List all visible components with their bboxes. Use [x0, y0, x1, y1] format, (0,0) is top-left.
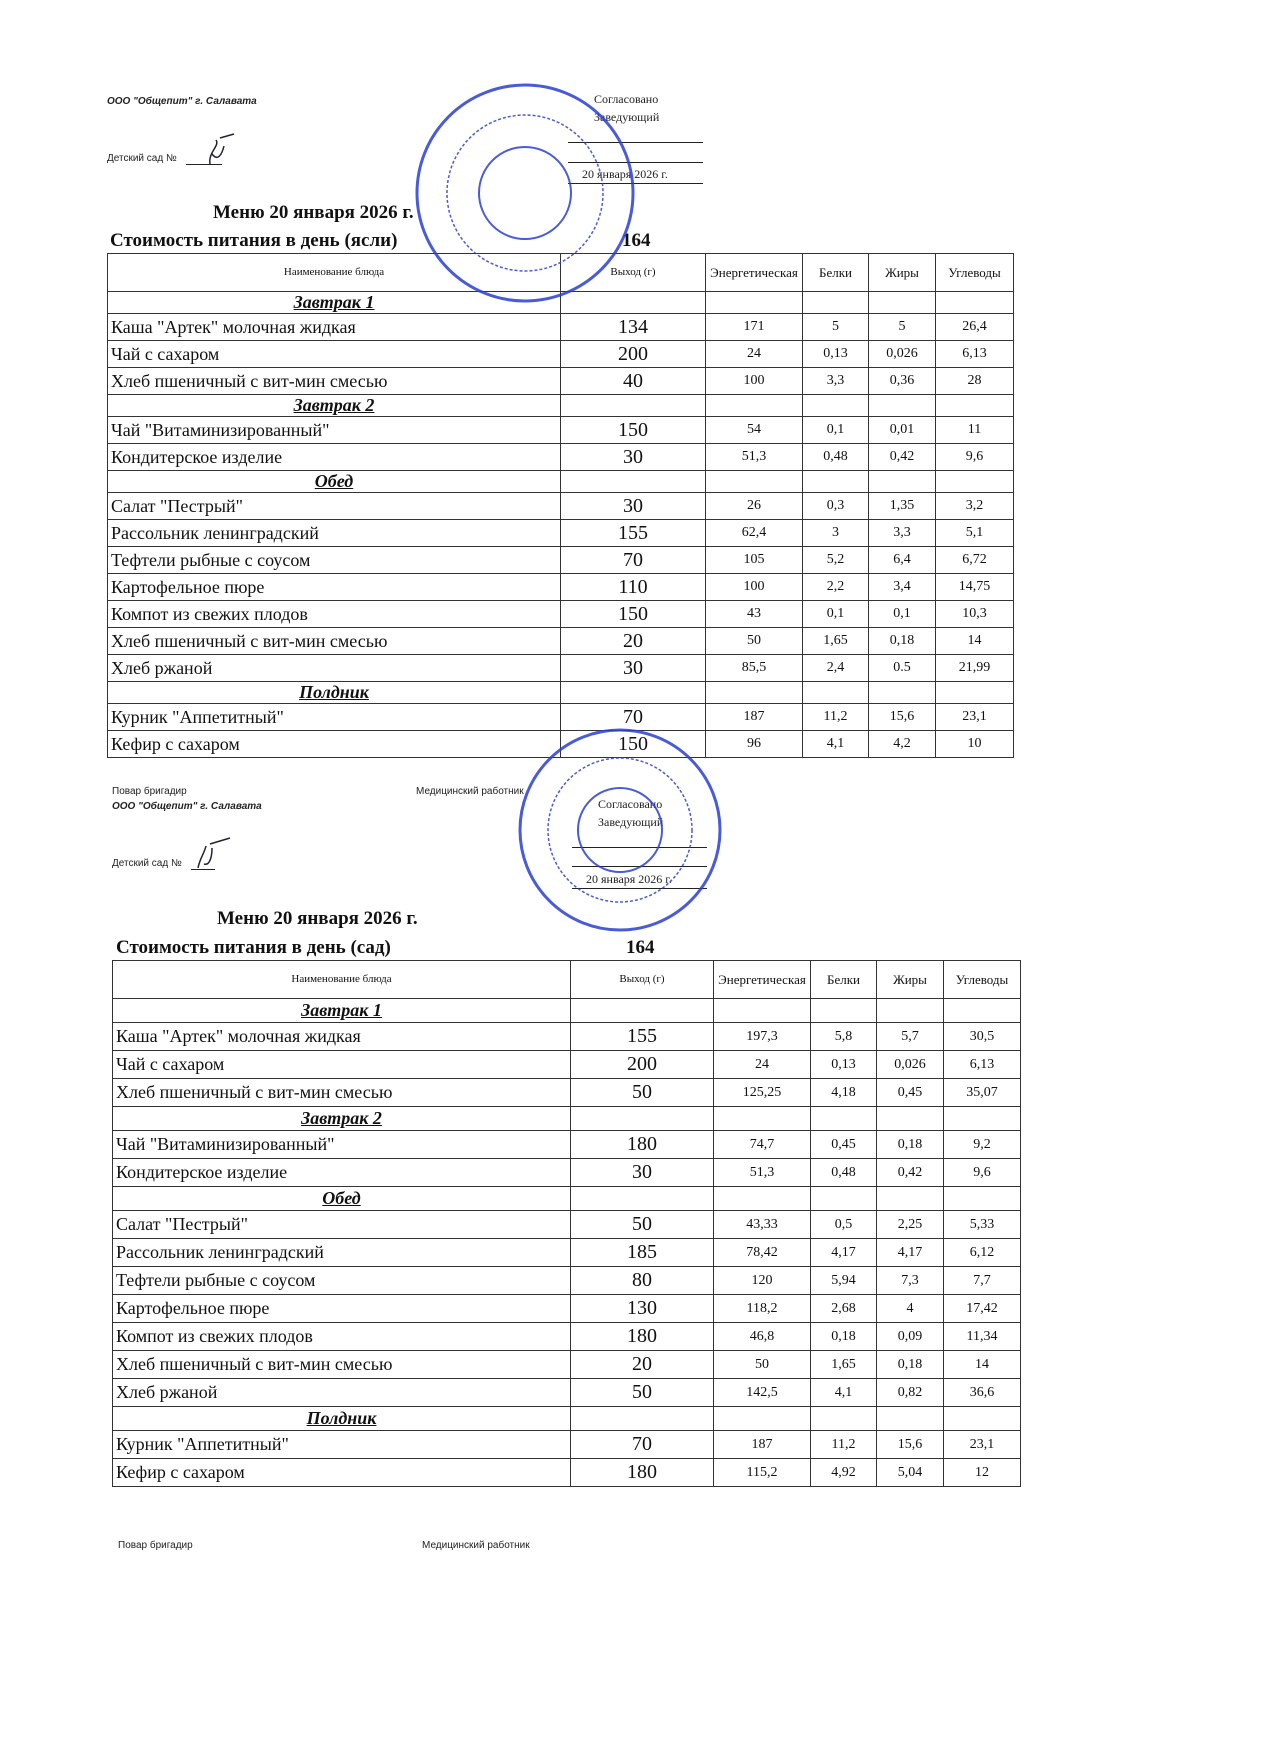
- signature: [190, 836, 234, 872]
- column-header-yield: Выход (г): [561, 254, 706, 292]
- empty-cell: [561, 395, 706, 417]
- dish-carbs: 17,42: [944, 1295, 1021, 1323]
- dish-protein: 4,18: [811, 1079, 877, 1107]
- dish-protein: 0,3: [803, 493, 869, 520]
- dish-yield: 150: [561, 731, 706, 758]
- menu-title: Меню 20 января 2026 г.: [217, 908, 418, 929]
- menu-table-kindergarten: [112, 960, 1021, 1487]
- empty-cell: [869, 471, 936, 493]
- dish-yield: 70: [561, 547, 706, 574]
- dish-carbs: 12: [944, 1459, 1021, 1487]
- dish-name: Кефир с сахаром: [113, 1459, 571, 1487]
- dish-name: Хлеб пшеничный с вит-мин смесью: [113, 1079, 571, 1107]
- org-name: ООО "Общепит" г. Салавата: [107, 96, 257, 107]
- dish-protein: 0,1: [803, 417, 869, 444]
- table-row: [108, 417, 1014, 444]
- dish-protein: 1,65: [811, 1351, 877, 1379]
- dish-fat: 4,17: [877, 1239, 944, 1267]
- dish-carbs: 14: [944, 1351, 1021, 1379]
- empty-cell: [714, 1107, 811, 1131]
- dish-name: Салат "Пестрый": [113, 1211, 571, 1239]
- empty-cell: [936, 471, 1014, 493]
- dish-carbs: 30,5: [944, 1023, 1021, 1051]
- section-row: [113, 1187, 1021, 1211]
- section-title: Завтрак 1: [113, 999, 571, 1023]
- section-title: Полдник: [108, 682, 561, 704]
- org-name: ООО "Общепит" г. Салавата: [112, 801, 262, 812]
- menu-title: Меню 20 января 2026 г.: [213, 202, 414, 223]
- dish-fat: 0,026: [869, 341, 936, 368]
- empty-cell: [869, 682, 936, 704]
- dish-name: Чай с сахаром: [108, 341, 561, 368]
- table-row: [108, 493, 1014, 520]
- empty-cell: [571, 1187, 714, 1211]
- dish-name: Чай "Витаминизированный": [108, 417, 561, 444]
- dish-carbs: 9,6: [944, 1159, 1021, 1187]
- dish-yield: 30: [571, 1159, 714, 1187]
- dish-protein: 2,68: [811, 1295, 877, 1323]
- dish-yield: 180: [571, 1131, 714, 1159]
- dish-yield: 110: [561, 574, 706, 601]
- column-header-fat: Жиры: [877, 961, 944, 999]
- dish-yield: 155: [561, 520, 706, 547]
- column-header-protein: Белки: [803, 254, 869, 292]
- table-row: [108, 520, 1014, 547]
- dish-yield: 185: [571, 1239, 714, 1267]
- dish-protein: 0,48: [803, 444, 869, 471]
- cook-label: Повар бригадир: [118, 1540, 193, 1551]
- dish-energy: 51,3: [714, 1159, 811, 1187]
- table-row: [113, 1295, 1021, 1323]
- approval-date: 20 января 2026 г.: [582, 167, 668, 181]
- table-row: [108, 368, 1014, 395]
- dish-fat: 0,09: [877, 1323, 944, 1351]
- dish-name: Картофельное пюре: [108, 574, 561, 601]
- cost-label: Стоимость питания в день (сад): [116, 937, 391, 958]
- dish-protein: 5: [803, 314, 869, 341]
- dish-carbs: 23,1: [944, 1431, 1021, 1459]
- dish-name: Картофельное пюре: [113, 1295, 571, 1323]
- dish-fat: 3,3: [869, 520, 936, 547]
- dish-protein: 0,18: [811, 1323, 877, 1351]
- dish-fat: 0,42: [877, 1159, 944, 1187]
- kindergarten-label: Детский сад №: [107, 153, 177, 164]
- dish-name: Хлеб пшеничный с вит-мин смесью: [108, 368, 561, 395]
- empty-cell: [571, 999, 714, 1023]
- medic-label: Медицинский работник: [416, 786, 524, 797]
- empty-cell: [803, 471, 869, 493]
- table-row: [113, 1351, 1021, 1379]
- dish-carbs: 11,34: [944, 1323, 1021, 1351]
- empty-cell: [877, 1407, 944, 1431]
- dish-protein: 4,17: [811, 1239, 877, 1267]
- dish-fat: 4: [877, 1295, 944, 1323]
- table-row: [113, 1159, 1021, 1187]
- section-title: Полдник: [113, 1407, 571, 1431]
- empty-cell: [944, 999, 1021, 1023]
- section-title: Завтрак 2: [113, 1107, 571, 1131]
- dish-fat: 15,6: [869, 704, 936, 731]
- empty-cell: [869, 395, 936, 417]
- empty-cell: [877, 1107, 944, 1131]
- dish-fat: 4,2: [869, 731, 936, 758]
- column-header-energy: Энергетическая: [706, 254, 803, 292]
- cost-value: 164: [626, 937, 655, 958]
- table-header-row: [113, 961, 1021, 999]
- empty-cell: [706, 395, 803, 417]
- table-row: [113, 1079, 1021, 1107]
- dish-name: Курник "Аппетитный": [113, 1431, 571, 1459]
- dish-fat: 5,04: [877, 1459, 944, 1487]
- dish-energy: 120: [714, 1267, 811, 1295]
- dish-yield: 150: [561, 601, 706, 628]
- table-row: [113, 1323, 1021, 1351]
- dish-yield: 180: [571, 1459, 714, 1487]
- dish-yield: 80: [571, 1267, 714, 1295]
- dish-protein: 0,1: [803, 601, 869, 628]
- table-row: [108, 628, 1014, 655]
- dish-name: Кондитерское изделие: [108, 444, 561, 471]
- section-row: [108, 471, 1014, 493]
- dish-carbs: 6,13: [944, 1051, 1021, 1079]
- dish-protein: 0,13: [803, 341, 869, 368]
- dish-yield: 130: [571, 1295, 714, 1323]
- section-row: [108, 395, 1014, 417]
- dish-fat: 5: [869, 314, 936, 341]
- dish-energy: 62,4: [706, 520, 803, 547]
- signature: [196, 132, 236, 168]
- dish-protein: 2,4: [803, 655, 869, 682]
- dish-energy: 46,8: [714, 1323, 811, 1351]
- table-row: [113, 1239, 1021, 1267]
- dish-fat: 0,026: [877, 1051, 944, 1079]
- empty-cell: [706, 682, 803, 704]
- dish-name: Кефир с сахаром: [108, 731, 561, 758]
- dish-name: Рассольник ленинградский: [113, 1239, 571, 1267]
- dish-energy: 96: [706, 731, 803, 758]
- dish-yield: 50: [571, 1211, 714, 1239]
- column-header-fat: Жиры: [869, 254, 936, 292]
- dish-carbs: 14: [936, 628, 1014, 655]
- empty-cell: [561, 682, 706, 704]
- table-row: [108, 601, 1014, 628]
- approved-label: Согласовано: [594, 92, 659, 106]
- dish-protein: 5,94: [811, 1267, 877, 1295]
- dish-energy: 43: [706, 601, 803, 628]
- dish-yield: 155: [571, 1023, 714, 1051]
- dish-protein: 4,1: [803, 731, 869, 758]
- dish-yield: 50: [571, 1379, 714, 1407]
- column-header-energy: Энергетическая: [714, 961, 811, 999]
- dish-energy: 50: [706, 628, 803, 655]
- dish-carbs: 6,12: [944, 1239, 1021, 1267]
- empty-cell: [714, 1187, 811, 1211]
- dish-energy: 74,7: [714, 1131, 811, 1159]
- table-row: [113, 1267, 1021, 1295]
- dish-energy: 51,3: [706, 444, 803, 471]
- cook-label: Повар бригадир: [112, 786, 187, 797]
- dish-carbs: 9,6: [936, 444, 1014, 471]
- table-row: [108, 314, 1014, 341]
- table-row: [113, 1131, 1021, 1159]
- dish-fat: 3,4: [869, 574, 936, 601]
- head-label: Заведующий: [598, 815, 664, 829]
- dish-name: Хлеб пшеничный с вит-мин смесью: [108, 628, 561, 655]
- empty-cell: [706, 292, 803, 314]
- table-row: [113, 1379, 1021, 1407]
- dish-carbs: 26,4: [936, 314, 1014, 341]
- empty-cell: [571, 1107, 714, 1131]
- empty-cell: [561, 292, 706, 314]
- dish-fat: 0,36: [869, 368, 936, 395]
- dish-fat: 0,18: [877, 1131, 944, 1159]
- dish-protein: 3: [803, 520, 869, 547]
- empty-cell: [877, 999, 944, 1023]
- dish-fat: 2,25: [877, 1211, 944, 1239]
- dish-name: Компот из свежих плодов: [108, 601, 561, 628]
- empty-cell: [811, 1107, 877, 1131]
- column-header-carbs: Углеводы: [936, 254, 1014, 292]
- dish-protein: 11,2: [811, 1431, 877, 1459]
- dish-carbs: 28: [936, 368, 1014, 395]
- empty-cell: [571, 1407, 714, 1431]
- empty-cell: [714, 1407, 811, 1431]
- table-row: [108, 655, 1014, 682]
- dish-carbs: 23,1: [936, 704, 1014, 731]
- section-row: [113, 999, 1021, 1023]
- dish-fat: 7,3: [877, 1267, 944, 1295]
- table-row: [113, 1431, 1021, 1459]
- section-row: [108, 292, 1014, 314]
- dish-fat: 0,01: [869, 417, 936, 444]
- table-row: [108, 704, 1014, 731]
- dish-energy: 54: [706, 417, 803, 444]
- dish-name: Хлеб ржаной: [108, 655, 561, 682]
- table-row: [113, 1459, 1021, 1487]
- table-row: [108, 341, 1014, 368]
- dish-fat: 0,18: [869, 628, 936, 655]
- cost-value: 164: [622, 230, 651, 251]
- empty-cell: [714, 999, 811, 1023]
- section-title: Завтрак 2: [108, 395, 561, 417]
- dish-yield: 30: [561, 493, 706, 520]
- dish-name: Каша "Артек" молочная жидкая: [113, 1023, 571, 1051]
- dish-protein: 4,92: [811, 1459, 877, 1487]
- dish-carbs: 35,07: [944, 1079, 1021, 1107]
- dish-name: Тефтели рыбные с соусом: [108, 547, 561, 574]
- section-row: [108, 682, 1014, 704]
- empty-cell: [869, 292, 936, 314]
- dish-protein: 0,48: [811, 1159, 877, 1187]
- dish-energy: 171: [706, 314, 803, 341]
- dish-fat: 15,6: [877, 1431, 944, 1459]
- column-header-name: Наименование блюда: [108, 254, 561, 292]
- table-row: [108, 731, 1014, 758]
- dish-yield: 200: [561, 341, 706, 368]
- table-row: [113, 1211, 1021, 1239]
- column-header-yield: Выход (г): [571, 961, 714, 999]
- cost-label: Стоимость питания в день (ясли): [110, 230, 398, 251]
- empty-cell: [811, 1187, 877, 1211]
- dish-fat: 0,45: [877, 1079, 944, 1107]
- dish-energy: 187: [714, 1431, 811, 1459]
- dish-yield: 50: [571, 1079, 714, 1107]
- dish-energy: 85,5: [706, 655, 803, 682]
- table-row: [108, 547, 1014, 574]
- menu-table-nursery: [107, 253, 1014, 758]
- dish-fat: 0,42: [869, 444, 936, 471]
- dish-carbs: 5,1: [936, 520, 1014, 547]
- kindergarten-label: Детский сад №: [112, 858, 182, 869]
- section-title: Завтрак 1: [108, 292, 561, 314]
- dish-fat: 1,35: [869, 493, 936, 520]
- dish-yield: 70: [561, 704, 706, 731]
- empty-cell: [706, 471, 803, 493]
- dish-name: Кондитерское изделие: [113, 1159, 571, 1187]
- section-row: [113, 1407, 1021, 1431]
- dish-energy: 187: [706, 704, 803, 731]
- dish-protein: 0,13: [811, 1051, 877, 1079]
- dish-name: Каша "Артек" молочная жидкая: [108, 314, 561, 341]
- dish-carbs: 6,72: [936, 547, 1014, 574]
- dish-name: Чай с сахаром: [113, 1051, 571, 1079]
- dish-energy: 115,2: [714, 1459, 811, 1487]
- dish-protein: 1,65: [803, 628, 869, 655]
- dish-yield: 200: [571, 1051, 714, 1079]
- dish-energy: 118,2: [714, 1295, 811, 1323]
- approval-date: 20 января 2026 г.: [586, 872, 672, 886]
- dish-energy: 100: [706, 574, 803, 601]
- dish-carbs: 3,2: [936, 493, 1014, 520]
- dish-carbs: 11: [936, 417, 1014, 444]
- dish-carbs: 6,13: [936, 341, 1014, 368]
- head-label: Заведующий: [594, 110, 660, 124]
- dish-fat: 0,18: [877, 1351, 944, 1379]
- dish-fat: 0,82: [877, 1379, 944, 1407]
- dish-yield: 30: [561, 655, 706, 682]
- approved-label: Согласовано: [598, 797, 663, 811]
- section-title: Обед: [113, 1187, 571, 1211]
- dish-name: Тефтели рыбные с соусом: [113, 1267, 571, 1295]
- table-row: [113, 1023, 1021, 1051]
- dish-yield: 180: [571, 1323, 714, 1351]
- dish-carbs: 10,3: [936, 601, 1014, 628]
- empty-cell: [944, 1187, 1021, 1211]
- dish-name: Компот из свежих плодов: [113, 1323, 571, 1351]
- empty-cell: [803, 395, 869, 417]
- dish-protein: 4,1: [811, 1379, 877, 1407]
- dish-yield: 20: [571, 1351, 714, 1379]
- empty-cell: [561, 471, 706, 493]
- dish-energy: 142,5: [714, 1379, 811, 1407]
- dish-name: Рассольник ленинградский: [108, 520, 561, 547]
- column-header-protein: Белки: [811, 961, 877, 999]
- dish-energy: 78,42: [714, 1239, 811, 1267]
- column-header-name: Наименование блюда: [113, 961, 571, 999]
- dish-carbs: 7,7: [944, 1267, 1021, 1295]
- dish-energy: 24: [706, 341, 803, 368]
- dish-energy: 50: [714, 1351, 811, 1379]
- dish-name: Хлеб ржаной: [113, 1379, 571, 1407]
- dish-energy: 100: [706, 368, 803, 395]
- dish-protein: 5,2: [803, 547, 869, 574]
- dish-fat: 0,1: [869, 601, 936, 628]
- empty-cell: [936, 395, 1014, 417]
- dish-yield: 70: [571, 1431, 714, 1459]
- dish-protein: 11,2: [803, 704, 869, 731]
- dish-name: Курник "Аппетитный": [108, 704, 561, 731]
- medic-label: Медицинский работник: [422, 1540, 530, 1551]
- dish-yield: 150: [561, 417, 706, 444]
- column-header-carbs: Углеводы: [944, 961, 1021, 999]
- dish-carbs: 21,99: [936, 655, 1014, 682]
- empty-cell: [936, 292, 1014, 314]
- dish-protein: 5,8: [811, 1023, 877, 1051]
- dish-energy: 125,25: [714, 1079, 811, 1107]
- dish-protein: 3,3: [803, 368, 869, 395]
- empty-cell: [803, 292, 869, 314]
- dish-yield: 20: [561, 628, 706, 655]
- dish-energy: 105: [706, 547, 803, 574]
- dish-yield: 30: [561, 444, 706, 471]
- dish-carbs: 14,75: [936, 574, 1014, 601]
- empty-cell: [944, 1407, 1021, 1431]
- empty-cell: [811, 999, 877, 1023]
- empty-cell: [811, 1407, 877, 1431]
- dish-fat: 5,7: [877, 1023, 944, 1051]
- dish-fat: 0.5: [869, 655, 936, 682]
- dish-name: Чай "Витаминизированный": [113, 1131, 571, 1159]
- empty-cell: [877, 1187, 944, 1211]
- dish-name: Салат "Пестрый": [108, 493, 561, 520]
- empty-cell: [944, 1107, 1021, 1131]
- dish-energy: 43,33: [714, 1211, 811, 1239]
- dish-yield: 40: [561, 368, 706, 395]
- dish-yield: 134: [561, 314, 706, 341]
- table-row: [108, 574, 1014, 601]
- dish-name: Хлеб пшеничный с вит-мин смесью: [113, 1351, 571, 1379]
- dish-carbs: 10: [936, 731, 1014, 758]
- dish-carbs: 5,33: [944, 1211, 1021, 1239]
- dish-protein: 2,2: [803, 574, 869, 601]
- table-row: [113, 1051, 1021, 1079]
- dish-carbs: 36,6: [944, 1379, 1021, 1407]
- dish-protein: 0,45: [811, 1131, 877, 1159]
- dish-energy: 26: [706, 493, 803, 520]
- empty-cell: [803, 682, 869, 704]
- dish-fat: 6,4: [869, 547, 936, 574]
- dish-protein: 0,5: [811, 1211, 877, 1239]
- section-row: [113, 1107, 1021, 1131]
- table-row: [108, 444, 1014, 471]
- empty-cell: [936, 682, 1014, 704]
- table-header-row: [108, 254, 1014, 292]
- dish-energy: 24: [714, 1051, 811, 1079]
- dish-carbs: 9,2: [944, 1131, 1021, 1159]
- section-title: Обед: [108, 471, 561, 493]
- dish-energy: 197,3: [714, 1023, 811, 1051]
